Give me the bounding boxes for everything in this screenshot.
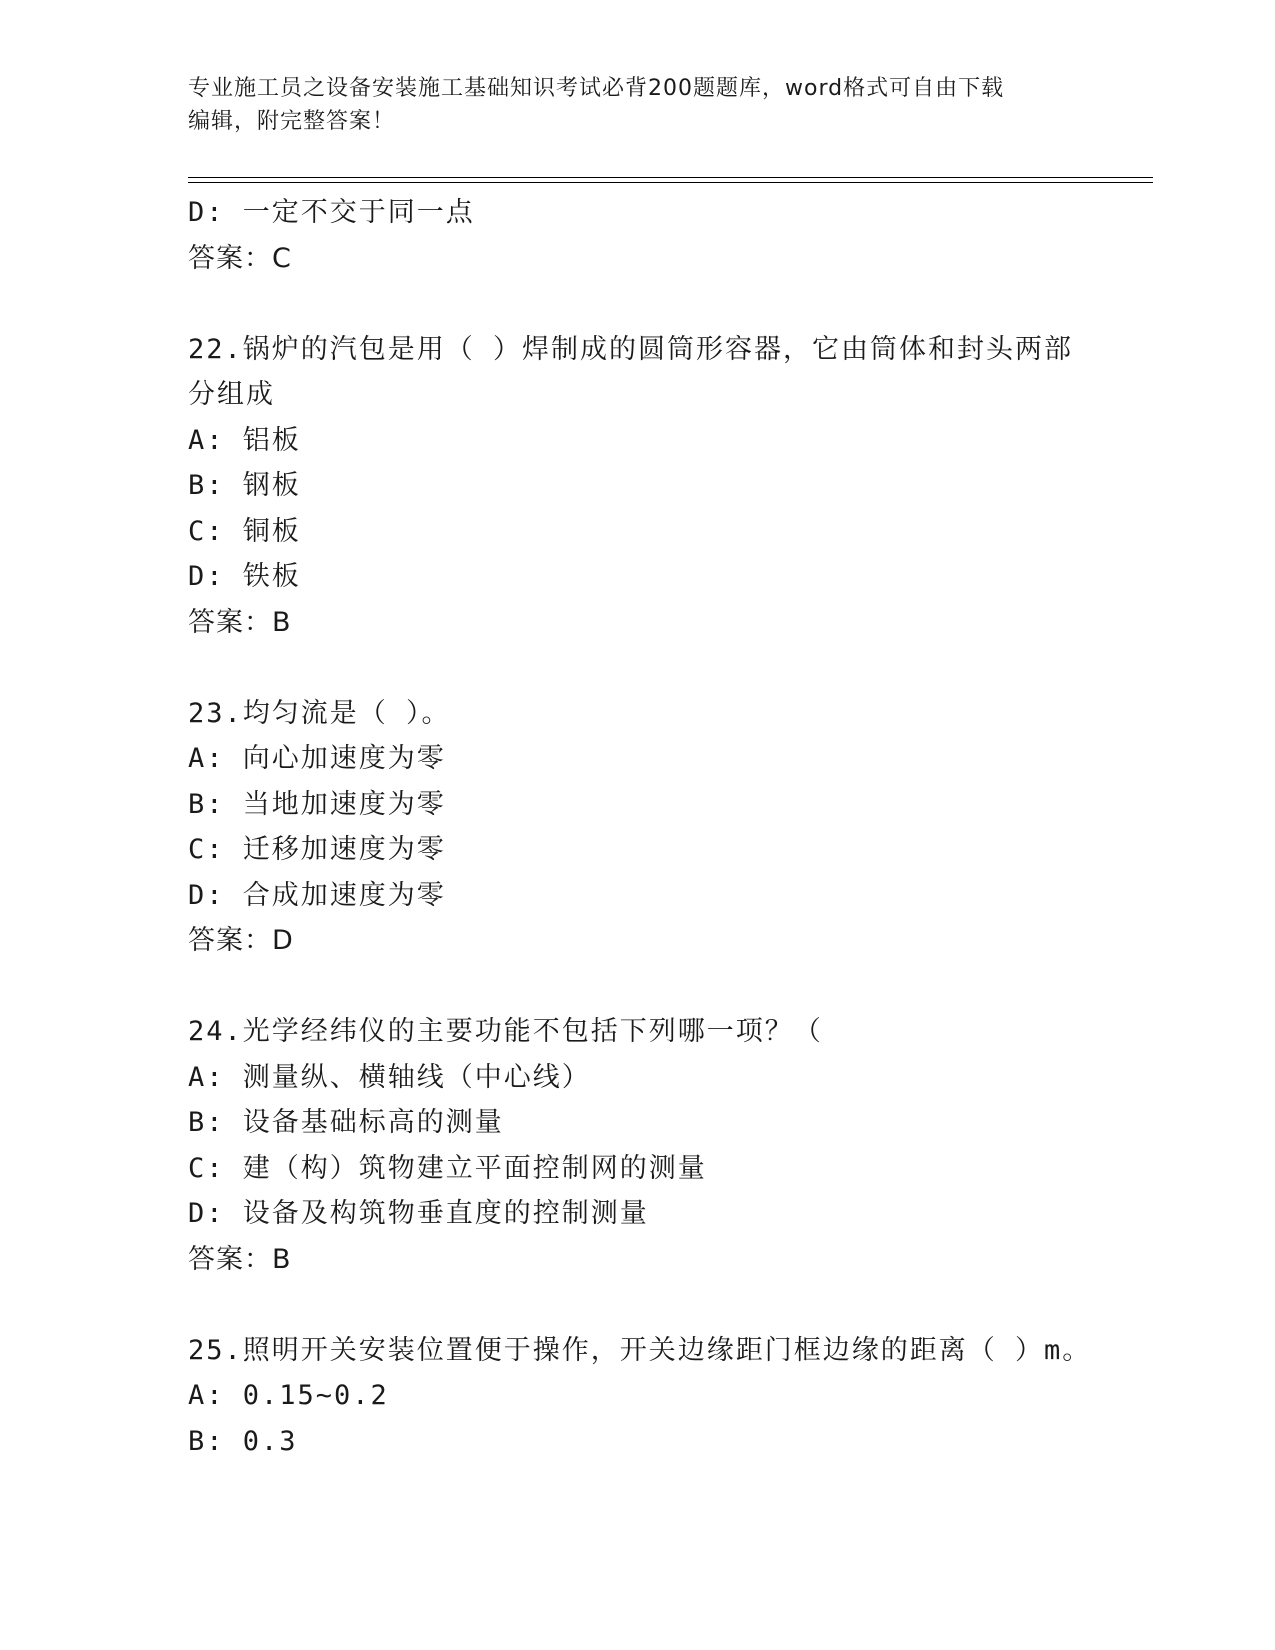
header-line-1: 专业施工员之设备安装施工基础知识考试必背200题题库，word格式可自由下载 <box>188 76 1005 101</box>
spacer <box>188 645 1088 691</box>
answer-label: 答案：B <box>188 606 292 638</box>
question-22 <box>188 327 1088 646</box>
option-b: B: 当地加速度为零 <box>188 788 446 820</box>
question-stem: 23.均匀流是（ ）。 <box>188 697 451 729</box>
header-divider-bottom <box>188 182 1153 183</box>
question-24 <box>188 1009 1088 1282</box>
option-a: A: 0.15~0.2 <box>188 1380 389 1411</box>
option-a: A: 向心加速度为零 <box>188 743 446 774</box>
option-d: D: 铁板 <box>188 561 301 592</box>
question-23 <box>188 691 1088 964</box>
option-d: D: 一定不交于同一点 <box>188 197 475 228</box>
question-stem: 25.照明开关安装位置便于操作，开关边缘距门框边缘的距离（ ）m。 <box>188 1334 1092 1366</box>
spacer <box>188 281 1088 327</box>
option-b: B: 设备基础标高的测量 <box>188 1107 504 1138</box>
answer-label: 答案：C <box>188 242 292 274</box>
option-a: A: 测量纵、横轴线（中心线） <box>188 1061 591 1093</box>
question-list <box>188 190 1092 1464</box>
spacer <box>188 964 1088 1010</box>
option-b: B: 0.3 <box>188 1425 298 1457</box>
option-b: B: 钢板 <box>188 470 301 501</box>
document-header <box>188 72 1068 138</box>
question-25 <box>188 1328 1092 1465</box>
spacer <box>188 1282 1088 1328</box>
option-c: C: 铜板 <box>188 515 301 547</box>
header-divider-top <box>188 177 1153 178</box>
option-a: A: 铝板 <box>188 424 301 456</box>
question-stem: 22.锅炉的汽包是用（ ）焊制成的圆筒形容器，它由筒体和封头两部 <box>188 333 1074 365</box>
answer-label: 答案：B <box>188 1243 292 1275</box>
question-stem-continued: 分组成 <box>188 379 275 410</box>
header-line-2: 编辑，附完整答案！ <box>188 109 396 134</box>
option-c: C: 建（构）筑物建立平面控制网的测量 <box>188 1152 707 1184</box>
option-d: D: 设备及构筑物垂直度的控制测量 <box>188 1198 649 1229</box>
question-stem: 24.光学经纬仪的主要功能不包括下列哪一项？（ <box>188 1016 823 1047</box>
option-d: D: 合成加速度为零 <box>188 879 446 911</box>
answer-label: 答案：D <box>188 925 294 956</box>
option-c: C: 迁移加速度为零 <box>188 834 446 865</box>
